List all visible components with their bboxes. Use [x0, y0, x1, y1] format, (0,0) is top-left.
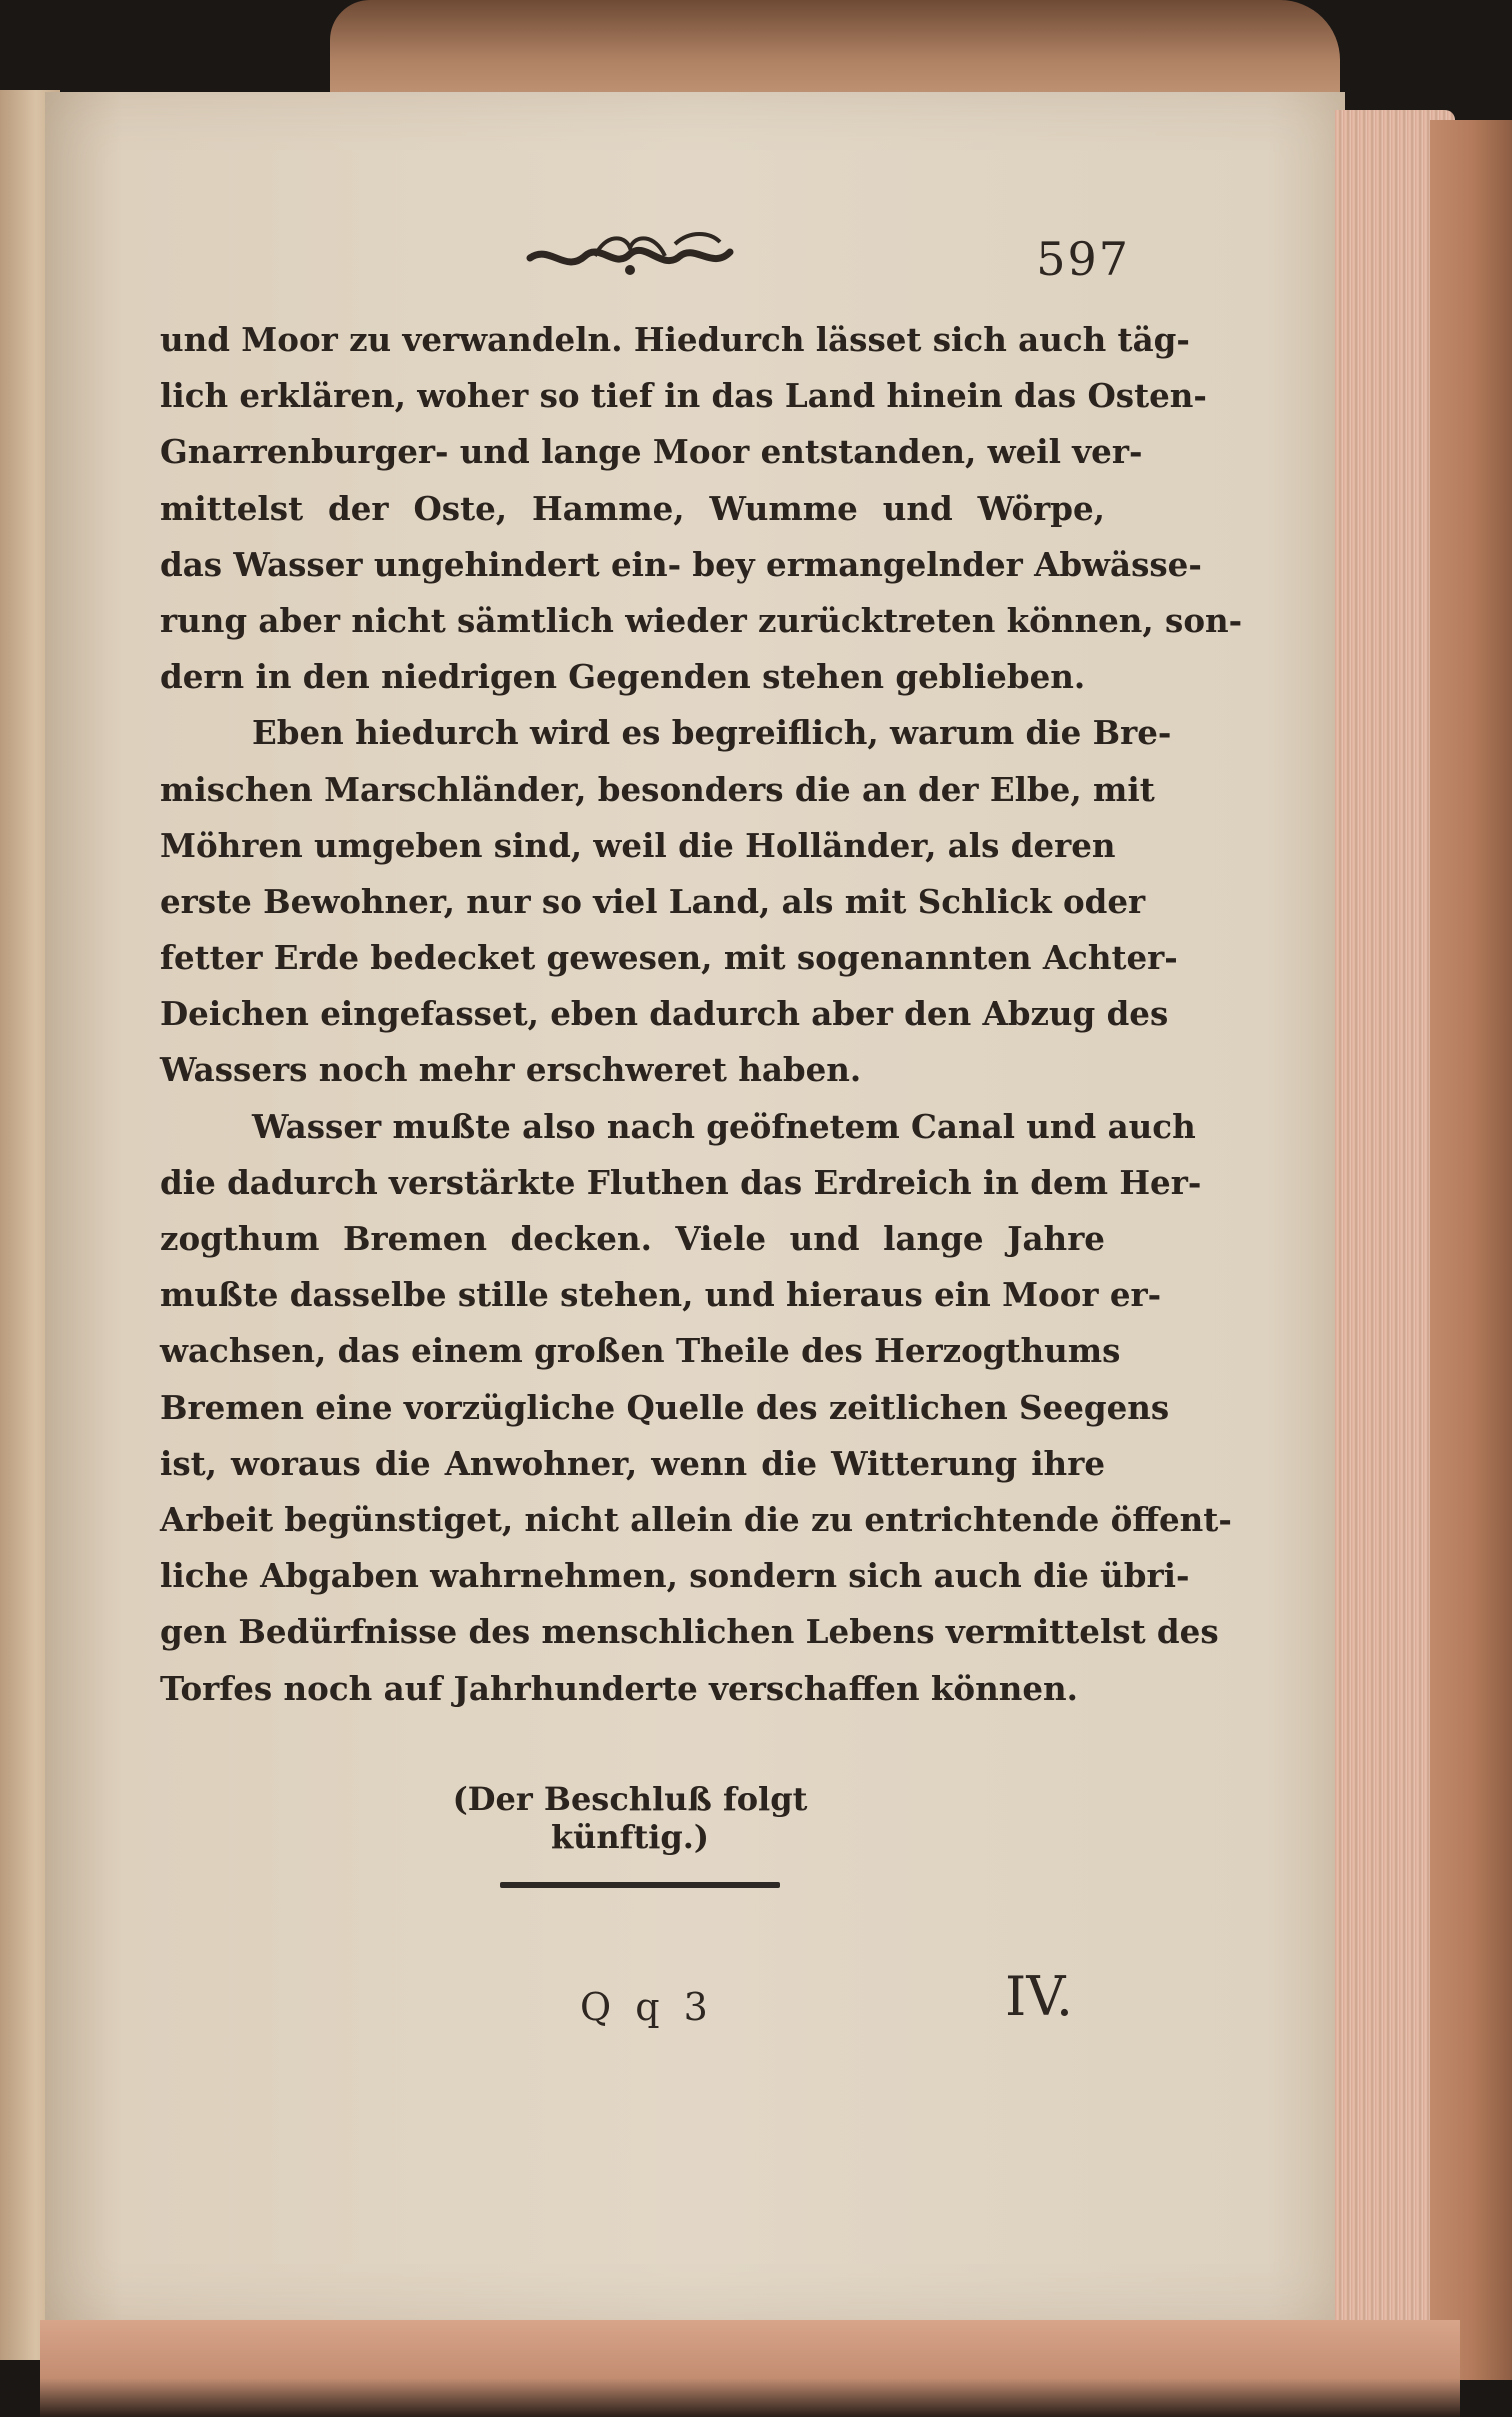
text-line: Wassers noch mehr erschweret haben. [160, 1050, 862, 1090]
page-number: 597 [1036, 232, 1130, 286]
text-line: ist, woraus die Anwohner, wenn die Witterung ihre [160, 1443, 1105, 1483]
signature-mark: Q q 3 [580, 1985, 714, 2029]
text-line: Deichen eingefasset, eben dadurch aber den Abzug des [160, 994, 1169, 1034]
text-line: wachsen, das einem großen Theile des Herzogthums [160, 1331, 1121, 1371]
text-line: Gnarrenburger- und lange Moor entstanden, weil ver- [160, 432, 1143, 472]
page-bottom-edge [40, 2320, 1460, 2417]
text-line: dern in den niedrigen Gegenden stehen geblieben. [160, 657, 1086, 697]
text-line: mußte dasselbe stille stehen, und hieraus ein Moor er- [160, 1275, 1162, 1315]
fleuron-ornament-icon [525, 226, 735, 284]
text-line: fetter Erde bedecket gewesen, mit sogenannten Achter- [160, 938, 1178, 978]
body-text [160, 312, 1243, 1717]
continuation-note: (Der Beschluß folgt künftig.) [452, 1780, 808, 1856]
text-line: Eben hiedurch wird es begreiflich, warum die Bre- [252, 713, 1172, 753]
text-line: und Moor zu verwandeln. Hiedurch lässet sich auch täg- [160, 320, 1190, 359]
text-line: das Wasser ungehindert ein- bey ermangelnder Abwässe- [160, 544, 1202, 584]
book-cover-edge [1430, 120, 1512, 2380]
text-line: Möhren umgeben sind, weil die Holländer, als deren [160, 825, 1116, 865]
text-line: mittelst der Oste, Hamme, Wumme und Wörpe, [160, 488, 1105, 528]
text-line: die dadurch verstärkte Fluthen das Erdreich in dem Her- [160, 1162, 1202, 1202]
text-line: rung aber nicht sämtlich wieder zurücktreten können, son- [160, 600, 1243, 640]
catchword: IV. [1005, 1965, 1074, 2028]
text-line: Torfes noch auf Jahrhunderte verschaffen können. [160, 1668, 1078, 1708]
text-line: erste Bewohner, nur so viel Land, als mit Schlick oder [160, 881, 1146, 921]
text-line: Arbeit begünstiget, nicht allein die zu entrichtende öffent- [160, 1499, 1232, 1539]
text-line: Wasser mußte also nach geöfnetem Canal und auch [252, 1106, 1196, 1146]
text-line: Bremen eine vorzügliche Quelle des zeitlichen Seegens [160, 1387, 1170, 1427]
text-line: zogthum Bremen decken. Viele und lange Jahre [160, 1219, 1105, 1258]
section-divider-rule [500, 1882, 780, 1888]
text-line: gen Bedürfnisse des menschlichen Lebens vermittelst des [160, 1612, 1219, 1652]
text-line: lich erklären, woher so tief in das Land hinein das Osten- [160, 376, 1207, 416]
text-line: mischen Marschländer, besonders die an der Elbe, mit [160, 769, 1155, 809]
text-line: liche Abgaben wahrnehmen, sondern sich auch die übri- [160, 1556, 1190, 1596]
